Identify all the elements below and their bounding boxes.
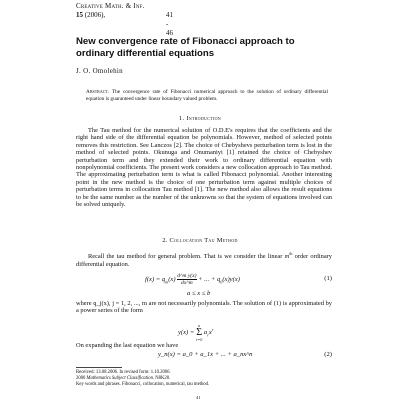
eq1-end: (x)y(x) <box>222 276 240 284</box>
msc-label: Mathematics Subject Classification. <box>86 376 155 381</box>
footnote-received: Received: 13.08.2006. In revised form: 1.10.2006. <box>76 370 171 375</box>
section2-intro <box>76 250 332 268</box>
equation-series <box>0 317 400 342</box>
footnotes <box>76 370 332 388</box>
series-term: a <box>203 329 208 337</box>
sum-top: n <box>198 323 201 328</box>
journal-pages: 41 - 46 <box>166 11 173 37</box>
series-term-sub: r <box>207 332 209 338</box>
eq1-frac-den: dx^m <box>181 280 193 286</box>
where-paragraph: where q_j(x), j = 1, 2, ..., m are not necessarily polynomials. The solution of (1) is approximated by a power series of the form <box>76 300 332 315</box>
eq1-fraction <box>177 273 196 286</box>
section-heading-1 <box>0 115 400 122</box>
section-1-title: Introduction <box>186 115 221 122</box>
eq1-rhs: + ... + q <box>198 276 221 284</box>
equation-1-body <box>145 273 240 286</box>
journal-year: (2006), <box>84 11 106 19</box>
eq1-sub-0: 0 <box>220 279 223 285</box>
sum-bottom: r=0 <box>196 337 203 342</box>
series-lhs: y(x) = <box>178 329 195 337</box>
abstract <box>86 89 328 102</box>
eq1-frac-num: d^m y(x) <box>177 273 197 279</box>
journal-header <box>76 2 173 37</box>
section-heading-2 <box>0 237 400 244</box>
section2-intro-m: m <box>284 253 290 261</box>
eq1-lhs: f(x) = q <box>145 276 166 284</box>
series-term-var: x <box>208 329 212 337</box>
eq1-mid: (x) <box>168 276 176 284</box>
section-1-number: 1. <box>179 115 185 122</box>
section2-intro-after: order ordinary differential equation. <box>76 253 332 268</box>
section2-intro-th: th <box>289 251 293 256</box>
footnote-keywords: Key words and phrases. Fibonacci, collocation, numerical, tau method. <box>76 382 210 387</box>
author-name: J. O. Omolehin <box>76 67 123 75</box>
page-number: 41 <box>196 395 201 400</box>
abstract-text: The convergence rate of Fibonacci numerical approach to the solution of ordinary differential equation is guaranteed under linear boundary valued problem. <box>86 89 328 102</box>
series-term-sup: r <box>211 326 214 332</box>
eq1-sub-m: m <box>165 279 169 285</box>
sum-operator <box>196 323 202 342</box>
msc-code: N8K28. <box>155 376 171 381</box>
section-2-title: Collocation Tau Method <box>169 237 238 244</box>
equation-2-number: (2) <box>324 351 332 358</box>
abstract-label: Abstract. <box>86 89 110 95</box>
msc-year: 2000 <box>76 376 86 381</box>
expand-paragraph: On expanding the last equation we have <box>76 342 179 349</box>
sigma-symbol: Σ <box>196 327 203 338</box>
paper-title <box>76 36 336 59</box>
equation-1 <box>0 270 400 286</box>
eq1-condition-text: a ≤ x ≤ b <box>187 290 211 297</box>
footnote-divider <box>76 367 122 368</box>
section2-intro-before: Recall the tau method for general problem. That is we consider the linear <box>88 253 285 261</box>
equation-1-number: (1) <box>324 275 332 282</box>
journal-name: Creative Math. & Inf. <box>76 2 145 10</box>
intro-paragraph: The Tau method for the numerical solution of O.D.E's requires that the coefficients and the right hand side of the differential equation be polynomials. However, method of selected points removes this restriction. See Lanczos [2]. The choice of Chebyshevs perturbation term is lost in the method of selected points. Okunuga and Onumaniyi [1] retained the choice of Chebyshev perturbation term and they extended their work to ordinary differential equation with nonpolynomial coefficients. The present work considers a new collocation approach to Tau method. The approximating perturbation term is what is called Fibonacci polynomial. Another interesting point in the new method is the choice of one perturbation term against multiple choices of perturbation terms in collocation Tau method [1]. The new method also allows the result equations to be the same number as the number of the unknowns so that the system of equations involved can be solved uniquely. <box>76 127 332 209</box>
journal-volume: 15 <box>76 11 83 19</box>
equation-2-body: y_n(x) = a_0 + a_1x + ... + a_nx^n <box>158 351 253 358</box>
section-2-number: 2. <box>162 237 168 244</box>
title-line-1: New convergence rate of Fibonacci approach to <box>76 36 295 47</box>
title-line-2: ordinary differential equations <box>76 47 215 59</box>
equation-series-body <box>178 323 213 342</box>
